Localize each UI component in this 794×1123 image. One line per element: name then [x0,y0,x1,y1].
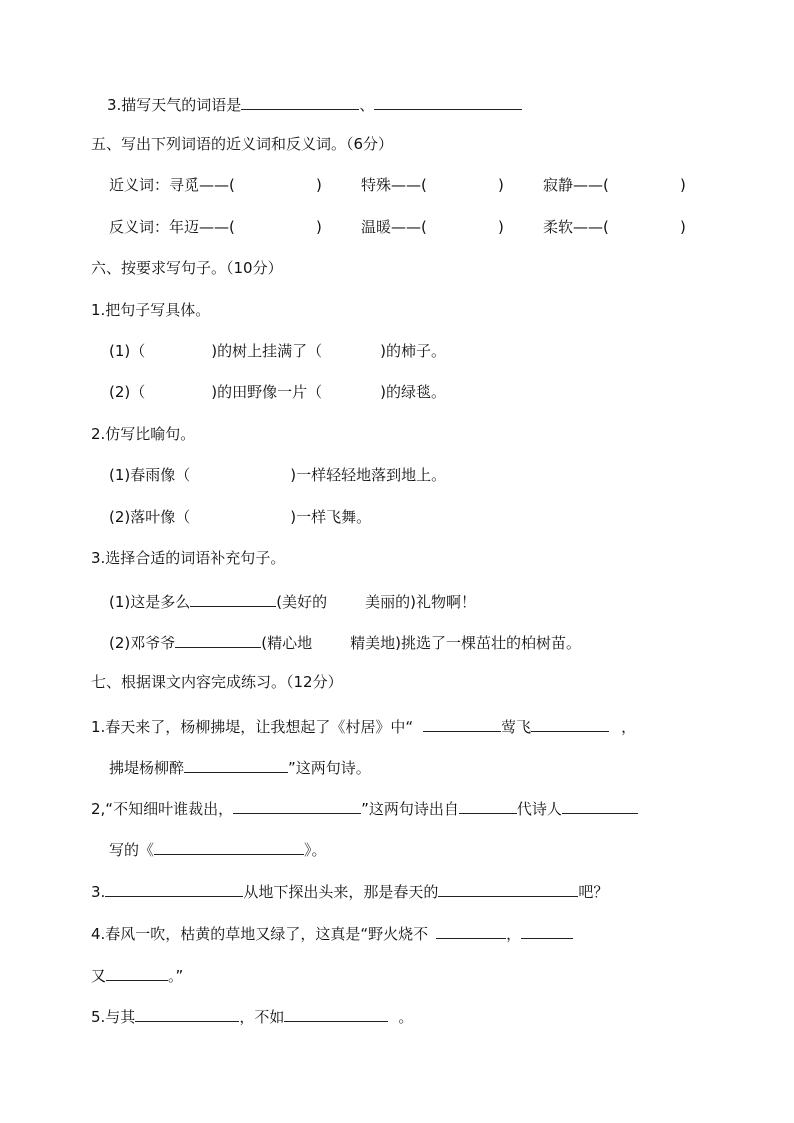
option-1: (美好的 [276,593,328,611]
text: (1)（ [109,342,146,360]
text: 1.春天来了，杨柳拂堤，让我想起了《村居》中“ [91,718,414,736]
s7-q5 [91,1005,413,1025]
option-2: 精美地)挑选了一棵茁壮的柏树苗。 [350,634,581,652]
synonym-word-1: 寻觅——( [169,176,235,194]
text: )的绿毯。 [380,383,446,401]
synonym-word-2: 特殊——( [361,176,427,194]
s6-q2-sentence1 [109,465,446,485]
s7-q1-line2 [109,756,371,776]
answer-blank[interactable] [105,880,243,897]
close-paren: ) [498,176,504,194]
text: 5.与其 [91,1008,136,1026]
answer-blank[interactable] [135,1005,239,1022]
text: 。” [168,967,184,985]
text: 写的《 [109,841,155,859]
section5-title: 五、写出下列词语的近义词和反义词。（6分） [91,135,394,153]
s7-q3 [91,880,608,900]
synonym-label: 近义词： [109,176,170,194]
answer-blank[interactable] [154,838,304,855]
text: ”这两句诗。 [288,759,371,777]
answer-blank[interactable] [184,756,288,773]
antonym-label: 反义词： [109,218,170,236]
text: (1)这是多么 [109,593,191,611]
text: ， [621,718,637,736]
q4-item3-label: 3.描写天气的词语是 [107,96,242,114]
text: 从地下探出头来，那是春天的 [243,883,439,901]
close-paren: ) [680,218,686,236]
text: 拂堤杨柳醉 [109,759,185,777]
text: 4.春风一吹，枯黄的草地又绿了，这真是“野火烧不 [91,925,429,943]
answer-blank[interactable] [531,715,609,732]
text: 代诗人 [516,800,562,818]
answer-blank[interactable] [438,880,578,897]
close-paren: ) [680,176,686,194]
answer-blank[interactable] [374,93,522,110]
section7-title: 七、根据课文内容完成练习。（12分） [91,673,343,691]
text: ， [506,925,522,943]
s7-q2-line1 [91,797,638,817]
option-2: 美丽的)礼物啊！ [365,593,476,611]
s7-q4-line2 [91,964,183,984]
text: (2)落叶像（ [109,508,191,526]
text: )的树上挂满了（ [211,342,323,360]
answer-blank[interactable] [423,715,501,732]
s7-q4-line1 [91,922,573,942]
text: 2,“不知细叶谁裁出， [91,800,234,818]
answer-blank[interactable] [436,922,506,939]
s6-q1-sentence1 [109,341,446,361]
text: (2)（ [109,383,146,401]
section6-title: 六、按要求写句子。（10分） [91,259,283,277]
synonym-word-3: 寂静——( [543,176,609,194]
answer-blank[interactable] [233,797,361,814]
answer-blank[interactable] [106,964,168,981]
answer-blank[interactable] [190,590,276,607]
text: 》。 [304,841,327,859]
s6-q3-title: 3.选择合适的词语补充句子。 [91,549,286,567]
close-paren: ) [316,218,322,236]
antonym-word-2: 温暖——( [361,218,427,236]
answer-blank[interactable] [562,797,638,814]
q4-item3 [107,93,522,113]
s6-q2-title: 2.仿写比喻句。 [91,425,196,443]
close-paren: ) [498,218,504,236]
text: )的柿子。 [380,342,446,360]
s6-q3-sentence2 [109,631,581,651]
text: ”这两句诗出自 [361,800,459,818]
text: 莺飞 [501,718,532,736]
close-paren: ) [316,176,322,194]
option-1: (精心地 [261,634,313,652]
answer-blank[interactable] [284,1005,388,1022]
text: 。 [398,1008,414,1026]
s7-q1-line1 [91,715,636,735]
antonym-word-3: 柔软——( [543,218,609,236]
text: )的田野像一片（ [211,383,323,401]
answer-blank[interactable] [175,631,261,648]
s6-q2-sentence2 [109,507,371,527]
text: 吧？ [578,883,609,901]
text: ，不如 [239,1008,285,1026]
text: 3. [91,883,106,901]
text: )一样轻轻地落到地上。 [290,466,447,484]
s6-q3-sentence1 [109,590,476,610]
answer-blank[interactable] [521,922,573,939]
separator: 、 [359,96,375,114]
text: )一样飞舞。 [290,508,372,526]
s6-q1-sentence2 [109,382,446,402]
text: (2)邓爷爷 [109,634,176,652]
s6-q1-title: 1.把句子写具体。 [91,301,211,319]
s7-q2-line2 [109,838,327,858]
answer-blank[interactable] [459,797,517,814]
antonym-word-1: 年迈——( [169,218,235,236]
text: (1)春雨像（ [109,466,191,484]
answer-blank[interactable] [241,93,359,110]
text: 又 [91,967,107,985]
